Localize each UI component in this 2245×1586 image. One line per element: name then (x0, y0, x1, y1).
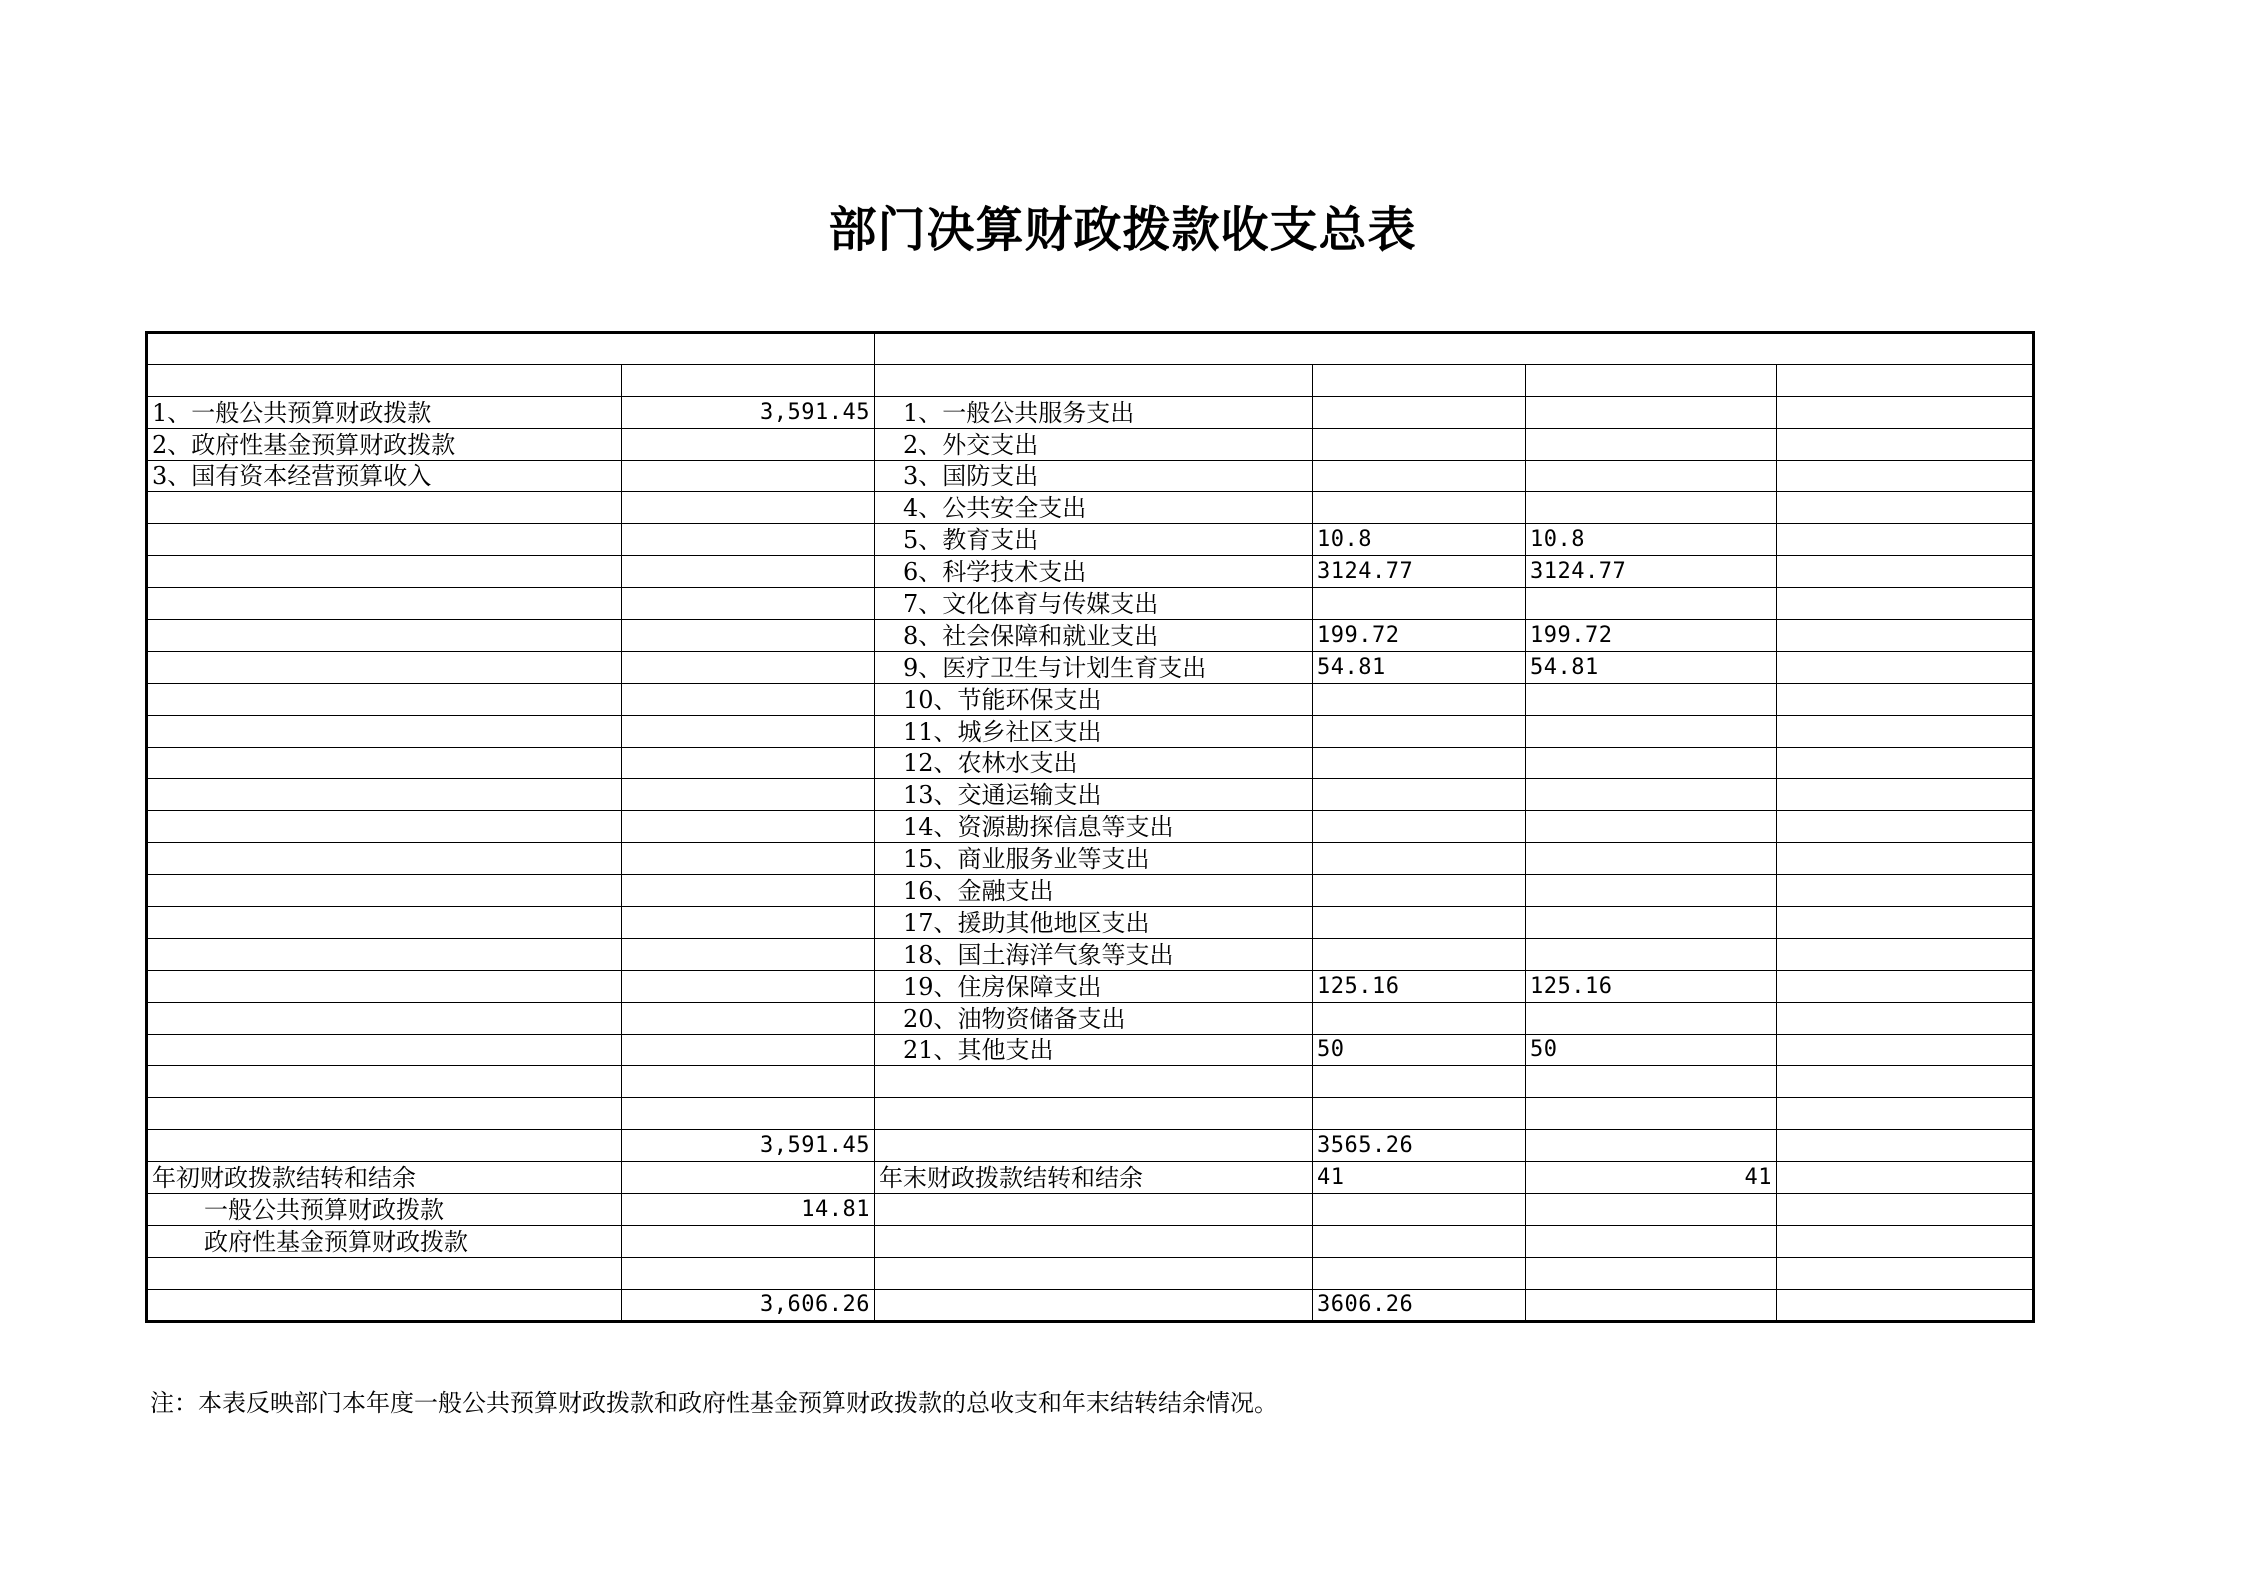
expense-item-fund (1777, 1002, 2034, 1034)
expense-item-general (1526, 938, 1777, 970)
table-row (147, 907, 2034, 939)
income-item-label (147, 556, 622, 588)
expense-item-label: 19、住房保障支出 (875, 970, 1313, 1002)
opening-fund-amount (622, 1225, 875, 1257)
blank-cell (1313, 1225, 1526, 1257)
expense-item-fund (1777, 620, 2034, 652)
expense-item-total: 54.81 (1313, 651, 1526, 683)
expense-item-label: 15、商业服务业等支出 (875, 843, 1313, 875)
subtotal-label (147, 1130, 622, 1162)
expense-item-total: 199.72 (1313, 620, 1526, 652)
expense-subtotal-label (875, 1130, 1313, 1162)
expense-item-label: 2、外交支出 (875, 428, 1313, 460)
header-cell (147, 364, 622, 396)
blank-cell (1526, 1098, 1777, 1130)
expense-item-fund (1777, 1034, 2034, 1066)
table-row (147, 1002, 2034, 1034)
expense-item-fund (1777, 556, 2034, 588)
opening-general-amount: 14.81 (622, 1194, 875, 1226)
expense-item-total (1313, 779, 1526, 811)
blank-cell (1777, 1289, 2034, 1321)
income-item-label (147, 970, 622, 1002)
income-item-label (147, 779, 622, 811)
blank-cell (1313, 1066, 1526, 1098)
blank-row (147, 1257, 2034, 1289)
blank-cell (1313, 1194, 1526, 1226)
expense-item-fund (1777, 428, 2034, 460)
table-row (147, 811, 2034, 843)
footnote: 注：本表反映部门本年度一般公共预算财政拨款和政府性基金预算财政拨款的总收支和年末结转结余情况。 (150, 1389, 1278, 1417)
header-row-1 (147, 333, 2034, 365)
table-row (147, 779, 2034, 811)
blank-cell (147, 1066, 622, 1098)
blank-cell (1313, 1098, 1526, 1130)
expense-item-general (1526, 588, 1777, 620)
blank-cell (875, 1194, 1313, 1226)
expense-item-fund (1777, 683, 2034, 715)
table-row (147, 524, 2034, 556)
expense-item-total (1313, 811, 1526, 843)
income-item-label (147, 1034, 622, 1066)
expense-grand-total: 3606.26 (1313, 1289, 1526, 1321)
income-item-amount (622, 460, 875, 492)
table-row (147, 396, 2034, 428)
income-item-amount (622, 747, 875, 779)
income-item-amount (622, 492, 875, 524)
expense-item-fund (1777, 970, 2034, 1002)
opening-balance-label: 年初财政拨款结转和结余 (147, 1162, 622, 1194)
expense-item-total (1313, 460, 1526, 492)
expense-item-general (1526, 683, 1777, 715)
income-item-label (147, 683, 622, 715)
expense-item-total (1313, 875, 1526, 907)
income-item-amount (622, 811, 875, 843)
table-row (147, 875, 2034, 907)
subtotal-row (147, 1130, 2034, 1162)
expense-item-general (1526, 428, 1777, 460)
blank-cell (1526, 1066, 1777, 1098)
income-item-label (147, 524, 622, 556)
expense-item-label: 6、科学技术支出 (875, 556, 1313, 588)
expense-subtotal: 3565.26 (1313, 1130, 1526, 1162)
income-item-label (147, 907, 622, 939)
expense-item-fund (1777, 715, 2034, 747)
header-cell (622, 364, 875, 396)
table-row (147, 715, 2034, 747)
income-item-label (147, 715, 622, 747)
expense-item-fund (1777, 651, 2034, 683)
income-item-amount (622, 524, 875, 556)
table-row (147, 938, 2034, 970)
income-item-label: 2、政府性基金预算财政拨款 (147, 428, 622, 460)
expense-item-total (1313, 683, 1526, 715)
blank-cell (1777, 1066, 2034, 1098)
expense-item-general (1526, 715, 1777, 747)
income-item-amount (622, 620, 875, 652)
expense-item-label: 12、农林水支出 (875, 747, 1313, 779)
income-item-amount (622, 588, 875, 620)
expense-item-fund (1777, 779, 2034, 811)
expense-item-fund (1777, 875, 2034, 907)
expense-item-total (1313, 747, 1526, 779)
table-row (147, 970, 2034, 1002)
expense-item-label: 5、教育支出 (875, 524, 1313, 556)
blank-row (147, 1098, 2034, 1130)
expense-item-total (1313, 938, 1526, 970)
table-row (147, 492, 2034, 524)
expense-header-cell (875, 333, 2034, 365)
expense-item-total (1313, 843, 1526, 875)
blank-cell (147, 1257, 622, 1289)
expense-item-general: 50 (1526, 1034, 1777, 1066)
income-item-amount (622, 970, 875, 1002)
expense-item-general (1526, 1002, 1777, 1034)
expense-item-general: 10.8 (1526, 524, 1777, 556)
expense-item-general (1526, 779, 1777, 811)
table-row (147, 556, 2034, 588)
opening-fund-row (147, 1225, 2034, 1257)
table-row (147, 747, 2034, 779)
income-item-label (147, 843, 622, 875)
blank-cell (875, 1257, 1313, 1289)
blank-cell (875, 1098, 1313, 1130)
budget-table (145, 331, 2035, 1323)
closing-balance-label: 年末财政拨款结转和结余 (875, 1162, 1313, 1194)
expense-item-label: 13、交通运输支出 (875, 779, 1313, 811)
income-item-label (147, 1002, 622, 1034)
table-row (147, 651, 2034, 683)
income-item-amount: 3,591.45 (622, 396, 875, 428)
table-row (147, 1034, 2034, 1066)
header-cell (875, 364, 1313, 396)
header-cell (1313, 364, 1526, 396)
expense-item-fund (1777, 843, 2034, 875)
expense-item-total: 125.16 (1313, 970, 1526, 1002)
expense-item-fund (1777, 907, 2034, 939)
income-item-amount (622, 556, 875, 588)
blank-cell (1526, 1194, 1777, 1226)
income-item-amount (622, 683, 875, 715)
expense-item-general (1526, 843, 1777, 875)
blank-cell (1313, 1257, 1526, 1289)
expense-item-label: 7、文化体育与传媒支出 (875, 588, 1313, 620)
income-item-label (147, 875, 622, 907)
table-row (147, 843, 2034, 875)
income-item-amount (622, 875, 875, 907)
table-row (147, 620, 2034, 652)
opening-fund-label: 政府性基金预算财政拨款 (147, 1225, 622, 1257)
table-row (147, 683, 2034, 715)
income-item-amount (622, 779, 875, 811)
blank-cell (622, 1098, 875, 1130)
expense-item-fund (1777, 492, 2034, 524)
expense-item-general (1526, 492, 1777, 524)
expense-item-total (1313, 1002, 1526, 1034)
expense-item-general: 199.72 (1526, 620, 1777, 652)
expense-item-fund (1777, 588, 2034, 620)
income-item-amount (622, 651, 875, 683)
blank-cell (875, 1066, 1313, 1098)
expense-item-general: 54.81 (1526, 651, 1777, 683)
blank-cell (1777, 1194, 2034, 1226)
blank-cell (622, 1066, 875, 1098)
expense-item-fund (1777, 938, 2034, 970)
grand-total-label (147, 1289, 622, 1321)
expense-item-general: 125.16 (1526, 970, 1777, 1002)
expense-item-general: 3124.77 (1526, 556, 1777, 588)
income-item-label (147, 811, 622, 843)
blank-cell (1526, 1130, 1777, 1162)
closing-balance-total: 41 (1313, 1162, 1526, 1194)
blank-cell (1526, 1289, 1777, 1321)
blank-cell (1526, 1225, 1777, 1257)
expense-item-general (1526, 811, 1777, 843)
table-row (147, 588, 2034, 620)
closing-balance-fund: 41 (1526, 1162, 1777, 1194)
expense-item-total (1313, 715, 1526, 747)
expense-item-label: 9、医疗卫生与计划生育支出 (875, 651, 1313, 683)
blank-cell (622, 1257, 875, 1289)
expense-item-general (1526, 396, 1777, 428)
expense-item-general (1526, 875, 1777, 907)
header-cell (1777, 364, 2034, 396)
blank-row (147, 1066, 2034, 1098)
expense-item-total (1313, 492, 1526, 524)
blank-cell (1777, 1130, 2034, 1162)
blank-cell (875, 1225, 1313, 1257)
opening-balance-amount (622, 1162, 875, 1194)
expense-item-label: 14、资源勘探信息等支出 (875, 811, 1313, 843)
income-item-label (147, 938, 622, 970)
income-item-amount (622, 843, 875, 875)
table-row (147, 460, 2034, 492)
income-item-amount (622, 907, 875, 939)
expense-item-label: 21、其他支出 (875, 1034, 1313, 1066)
income-item-amount (622, 1002, 875, 1034)
expense-item-general (1526, 907, 1777, 939)
expense-item-total: 50 (1313, 1034, 1526, 1066)
header-row-2 (147, 364, 2034, 396)
expense-item-label: 20、油物资储备支出 (875, 1002, 1313, 1034)
expense-item-total (1313, 428, 1526, 460)
income-item-amount (622, 715, 875, 747)
header-cell (1526, 364, 1777, 396)
grand-total-row (147, 1289, 2034, 1321)
expense-item-general (1526, 460, 1777, 492)
expense-item-total (1313, 588, 1526, 620)
income-item-label (147, 588, 622, 620)
expense-item-fund (1777, 524, 2034, 556)
expense-item-label: 18、国土海洋气象等支出 (875, 938, 1313, 970)
expense-item-total (1313, 396, 1526, 428)
expense-item-label: 8、社会保障和就业支出 (875, 620, 1313, 652)
expense-item-total: 3124.77 (1313, 556, 1526, 588)
income-item-amount (622, 428, 875, 460)
expense-item-fund (1777, 747, 2034, 779)
income-header-cell (147, 333, 875, 365)
expense-item-general (1526, 747, 1777, 779)
page-title: 部门决算财政拨款收支总表 (828, 202, 1417, 258)
expense-item-label: 4、公共安全支出 (875, 492, 1313, 524)
expense-item-label: 17、援助其他地区支出 (875, 907, 1313, 939)
blank-cell (1777, 1162, 2034, 1194)
table-row (147, 428, 2034, 460)
expense-item-total: 10.8 (1313, 524, 1526, 556)
expense-item-label: 1、一般公共服务支出 (875, 396, 1313, 428)
expense-item-label: 3、国防支出 (875, 460, 1313, 492)
income-item-label (147, 651, 622, 683)
expense-grand-total-label (875, 1289, 1313, 1321)
blank-cell (1777, 1098, 2034, 1130)
blank-cell (147, 1098, 622, 1130)
expense-item-fund (1777, 396, 2034, 428)
income-subtotal: 3,591.45 (622, 1130, 875, 1162)
expense-item-label: 11、城乡社区支出 (875, 715, 1313, 747)
balance-row (147, 1162, 2034, 1194)
income-item-label (147, 492, 622, 524)
expense-item-label: 16、金融支出 (875, 875, 1313, 907)
income-item-amount (622, 1034, 875, 1066)
opening-general-label: 一般公共预算财政拨款 (147, 1194, 622, 1226)
expense-item-total (1313, 907, 1526, 939)
income-item-amount (622, 938, 875, 970)
blank-cell (1526, 1257, 1777, 1289)
expense-item-fund (1777, 460, 2034, 492)
income-item-label (147, 620, 622, 652)
expense-item-fund (1777, 811, 2034, 843)
income-grand-total: 3,606.26 (622, 1289, 875, 1321)
income-item-label: 3、国有资本经营预算收入 (147, 460, 622, 492)
income-item-label (147, 747, 622, 779)
blank-cell (1777, 1257, 2034, 1289)
expense-item-label: 10、节能环保支出 (875, 683, 1313, 715)
income-item-label: 1、一般公共预算财政拨款 (147, 396, 622, 428)
opening-general-row (147, 1194, 2034, 1226)
blank-cell (1777, 1225, 2034, 1257)
